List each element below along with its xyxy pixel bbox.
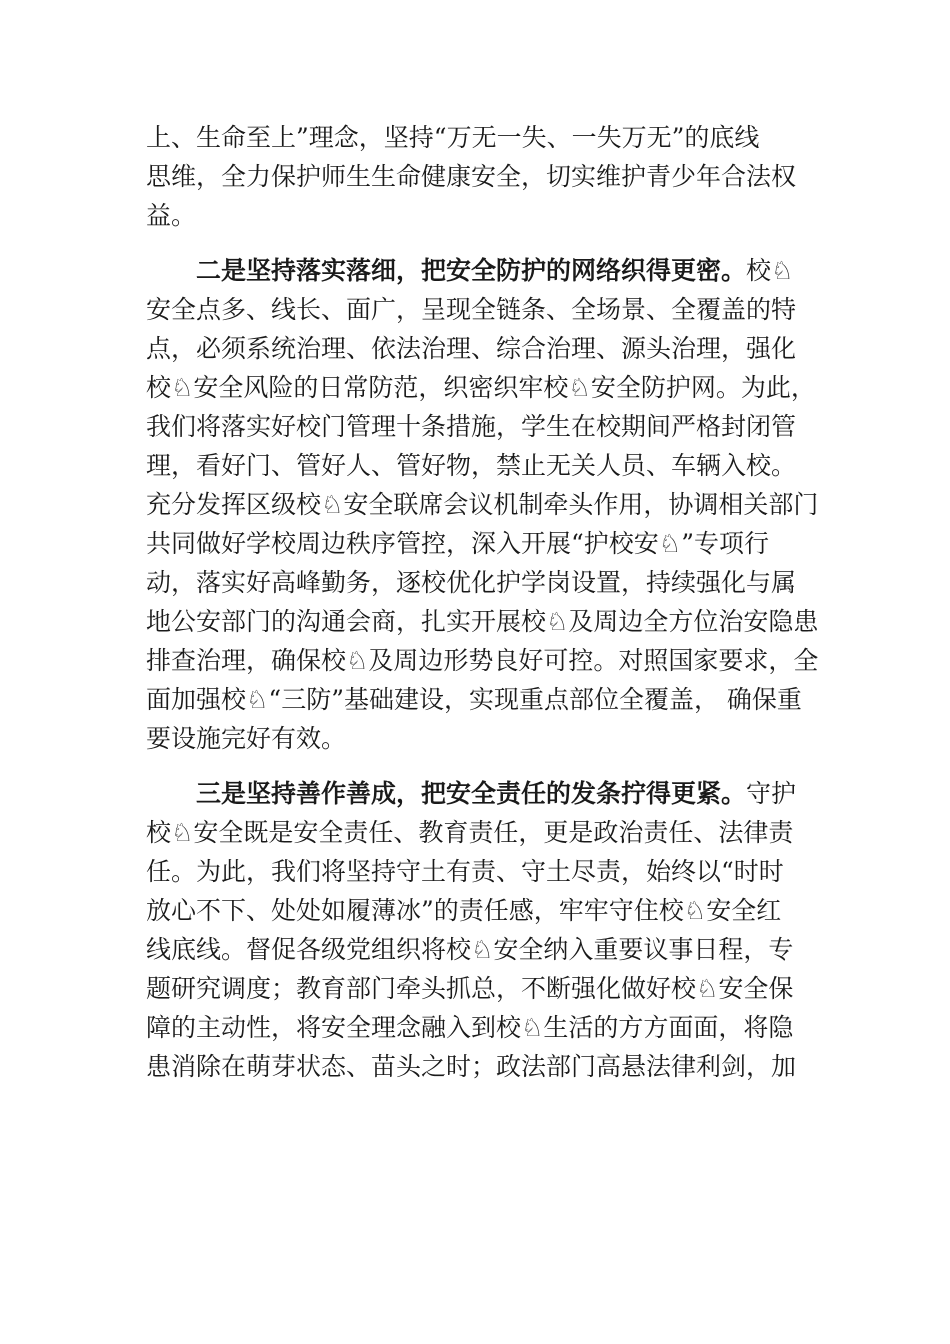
- heading-continuation: 守护: [746, 779, 797, 808]
- paragraph-1: [146, 118, 818, 235]
- text-line: 放心不下、处处如履薄冰”的责任感，牢牢守住校♘安全红: [146, 896, 782, 925]
- text-line: 校♘安全风险的日常防范，织密织牢校♘安全防护网。为此，: [146, 373, 816, 402]
- text-line: 地公安部门的沟通会商，扎实开展校♘及周边全方位治安隐患: [146, 607, 818, 636]
- text-line: 充分发挥区级校♘安全联席会议机制牵头作用，协调相关部门: [146, 490, 818, 519]
- text-line: 我们将落实好校门管理十条措施，学生在校期间严格封闭管: [146, 412, 797, 441]
- text-line: 题研究调度；教育部门牵头抓总，不断强化做好校♘安全保: [146, 974, 794, 1003]
- text-line: [146, 774, 818, 813]
- text-line: 障的主动性，将安全理念融入到校♘生活的方方面面，将隐: [146, 1013, 794, 1042]
- paragraph-2: [146, 251, 818, 758]
- text-line: 共同做好学校周边秩序管控，深入开展“护校安♘”专项行: [146, 529, 769, 558]
- text-line: 安全点多、线长、面广，呈现全链条、全场景、全覆盖的特: [146, 295, 797, 324]
- text-line: 动，落实好高峰勤务，逐校优化护学岗设置，持续强化与属: [146, 568, 797, 597]
- text-line: [146, 251, 818, 290]
- text-line: 校♘安全既是安全责任、教育责任，更是政治责任、法律责: [146, 818, 794, 847]
- paragraph-gap: [146, 758, 818, 774]
- text-line: 任。为此，我们将坚持守土有责、守土尽责，始终以“时时: [146, 857, 784, 886]
- text-line: 排查治理，确保校♘及周边形势良好可控。对照国家要求，全: [146, 646, 818, 675]
- paragraph-heading: 三是坚持善作善成，把安全责任的发条拧得更紧。: [196, 779, 747, 808]
- document-body: [146, 118, 818, 1086]
- text-line: 点，必须系统治理、依法治理、综合治理、源头治理，强化: [146, 334, 797, 363]
- text-line: 思维，全力保护师生生命健康安全，切实维护青少年合法权: [146, 162, 797, 191]
- text-line: 线底线。督促各级党组织将校♘安全纳入重要议事日程，专: [146, 935, 794, 964]
- paragraph-heading: 二是坚持落实落细，把安全防护的网络织得更密。: [196, 256, 747, 285]
- text-line: 上、生命至上”理念，坚持“万无一失、一失万无”的底线: [146, 123, 760, 152]
- text-line: 理，看好门、管好人、管好物，禁止无关人员、车辆入校。: [146, 451, 797, 480]
- paragraph-gap: [146, 235, 818, 251]
- text-line: 要设施完好有效。: [146, 724, 347, 753]
- text-line: 面加强校♘“三防”基础建设，实现重点部位全覆盖， 确保重: [146, 685, 802, 714]
- heading-continuation: 校♘: [746, 256, 794, 285]
- text-line: 患消除在萌芽状态、苗头之时；政法部门高悬法律利剑，加: [146, 1052, 797, 1081]
- paragraph-3: [146, 774, 818, 1086]
- text-line: 益。: [146, 201, 197, 230]
